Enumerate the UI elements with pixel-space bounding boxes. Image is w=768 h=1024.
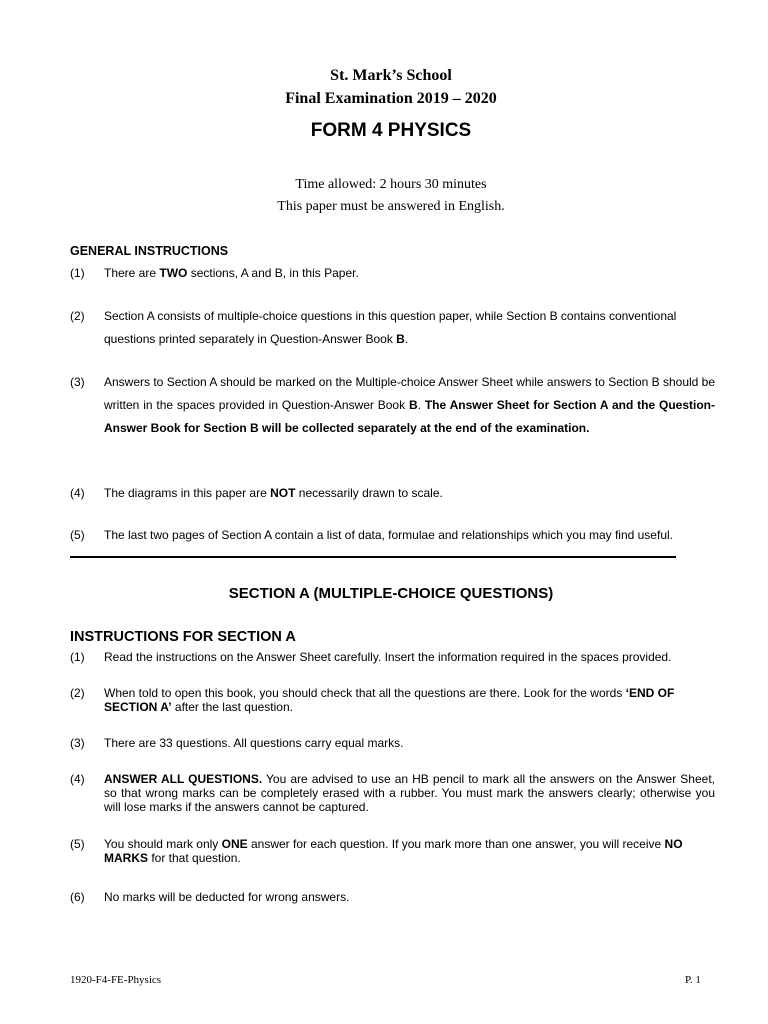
- section-a-instructions-title: INSTRUCTIONS FOR SECTION A: [70, 629, 296, 645]
- item-number: (3): [70, 736, 85, 750]
- item-text: The last two pages of Section A contain a list of data, formulae and relationships which you may find useful.: [104, 528, 673, 542]
- section-a-item-6: [70, 890, 715, 904]
- item-number: (4): [70, 486, 85, 500]
- section-a-item-1: [70, 650, 715, 664]
- item-number: (1): [70, 266, 85, 280]
- general-item-3: [70, 371, 715, 440]
- item-text: Section A consists of multiple-choice questions in this question paper, while Section B contains conventional questions printed separately in Question-Answer Book B.: [104, 309, 677, 346]
- item-text: You should mark only ONE answer for each question. If you mark more than one answer, you will receive NO MARKS for that question.: [104, 837, 683, 865]
- item-number: (1): [70, 650, 85, 664]
- general-item-2: [70, 305, 715, 351]
- item-text: When told to open this book, you should check that all the questions are there. Look for the words ‘END OF SECTION A’ after the last question.: [104, 686, 675, 714]
- general-item-5: [70, 524, 715, 547]
- footer-page-number: P. 1: [685, 974, 701, 986]
- subject-title: FORM 4 PHYSICS: [310, 120, 472, 141]
- general-item-1: [70, 262, 715, 285]
- section-a-item-2: [70, 686, 715, 714]
- item-number: (3): [70, 375, 85, 389]
- item-number: (4): [70, 772, 85, 786]
- item-text: No marks will be deducted for wrong answers.: [104, 890, 350, 904]
- item-text: Read the instructions on the Answer Sheet carefully. Insert the information required in the spaces provided.: [104, 650, 672, 664]
- time-allowed: Time allowed: 2 hours 30 minutes: [295, 177, 487, 192]
- item-number: (2): [70, 686, 85, 700]
- section-a-title: SECTION A (MULTIPLE-CHOICE QUESTIONS): [228, 585, 554, 602]
- item-number: (5): [70, 837, 85, 851]
- item-text: ANSWER ALL QUESTIONS. You are advised to use an HB pencil to mark all the answers on the Answer Sheet, so that wrong marks can be completely erased with a rubber. You must mark the answers clearly; otherwise you will lose marks if the answers cannot be captured.: [104, 772, 715, 814]
- section-divider: [70, 556, 676, 558]
- section-a-item-5: [70, 837, 715, 865]
- item-text: Answers to Section A should be marked on the Multiple-choice Answer Sheet while answers to Section B should be written in the spaces provided in Question-Answer Book B. The Answer Sheet for Section A and the Question-Answer Book for Section B will be collected separately at the end of the examination.: [104, 375, 716, 435]
- footer-paper-code: 1920-F4-FE-Physics: [70, 974, 162, 986]
- item-number: (6): [70, 890, 85, 904]
- item-number: (2): [70, 309, 85, 323]
- general-item-4: [70, 482, 715, 505]
- section-a-item-3: [70, 736, 715, 750]
- item-text: The diagrams in this paper are NOT necessarily drawn to scale.: [104, 486, 443, 500]
- section-a-item-4: [70, 772, 715, 814]
- item-number: (5): [70, 528, 85, 542]
- language-note: This paper must be answered in English.: [277, 199, 505, 214]
- item-text: There are 33 questions. All questions carry equal marks.: [104, 736, 404, 750]
- exam-title: Final Examination 2019 – 2020: [285, 90, 497, 107]
- general-instructions-title: GENERAL INSTRUCTIONS: [70, 244, 229, 258]
- item-text: There are TWO sections, A and B, in this Paper.: [104, 266, 359, 280]
- school-name: St. Mark’s School: [330, 67, 452, 84]
